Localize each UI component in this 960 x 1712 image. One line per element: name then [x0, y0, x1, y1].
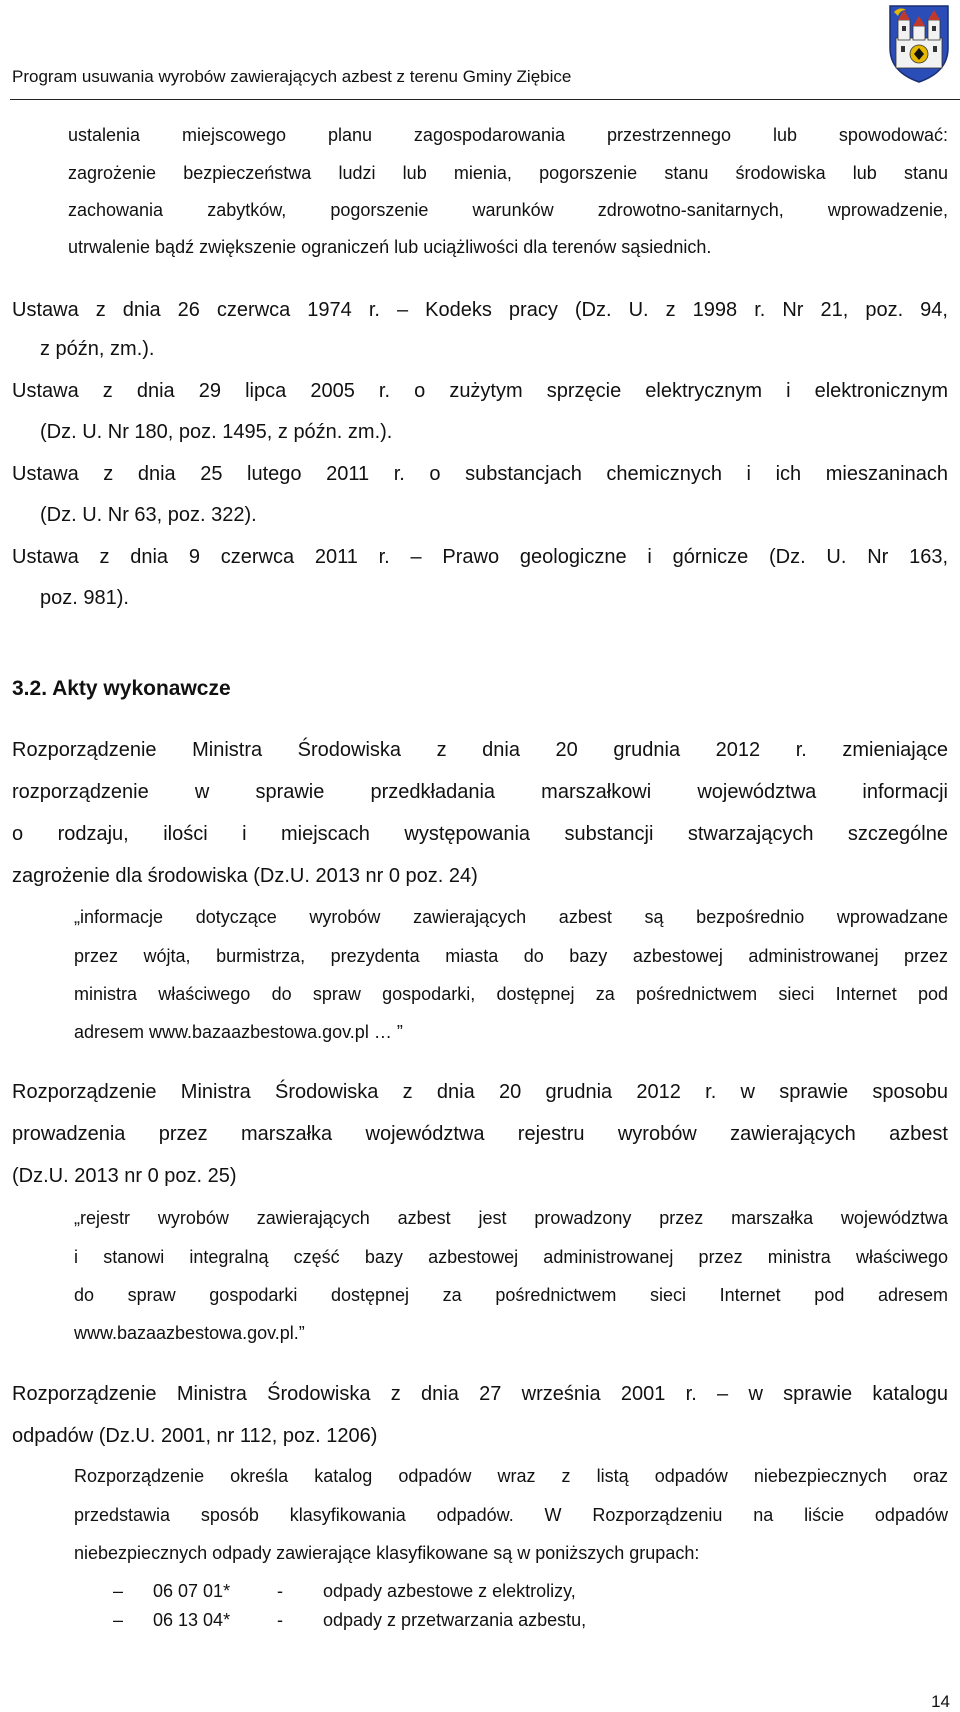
- statute-item-continuation: z późn, zm.).: [40, 338, 155, 360]
- quote-line: „rejestr wyrobów zawierających azbest jest prowadzony przez marszałka województwa: [74, 1208, 948, 1228]
- regulation-line: odpadów (Dz.U. 2001, nr 112, poz. 1206): [12, 1425, 378, 1447]
- body-line: utrwalenie bądź zwiększenie ograniczeń lub uciążliwości dla terenów sąsiednich.: [68, 237, 712, 257]
- regulation-line: prowadzenia przez marszałka województwa rejestru wyrobów zawierających azbest: [12, 1123, 948, 1145]
- body-line: ustalenia miejscowego planu zagospodarowania przestrzennego lub spowodować:: [68, 125, 948, 145]
- list-dash: –: [113, 1581, 124, 1601]
- body-line: zagrożenie bezpieczeństwa ludzi lub mienia, pogorszenie stanu środowiska lub stanu: [68, 163, 948, 183]
- town-crest-icon: [886, 2, 952, 84]
- statute-item-continuation: (Dz. U. Nr 180, poz. 1495, z późn. zm.).: [40, 421, 393, 443]
- description-line: przedstawia sposób klasyfikowania odpadów. W Rozporządzeniu na liście odpadów: [74, 1505, 948, 1525]
- waste-code: 06 13 04*: [153, 1610, 231, 1630]
- regulation-line: Rozporządzenie Ministra Środowiska z dnia 27 września 2001 r. – w sprawie katalogu: [12, 1383, 948, 1405]
- statute-item-continuation: poz. 981).: [40, 587, 129, 609]
- page-number: 14: [931, 1692, 950, 1711]
- waste-description: odpady azbestowe z elektrolizy,: [323, 1581, 576, 1601]
- quote-line: do spraw gospodarki dostępnej za pośrednictwem sieci Internet pod adresem: [74, 1285, 948, 1305]
- statute-item: Ustawa z dnia 26 czerwca 1974 r. – Kodeks pracy (Dz. U. z 1998 r. Nr 21, poz. 94,: [12, 299, 948, 321]
- statute-item: Ustawa z dnia 9 czerwca 2011 r. – Prawo geologiczne i górnicze (Dz. U. Nr 163,: [12, 546, 948, 568]
- quote-line: ministra właściwego do spraw gospodarki, dostępnej za pośrednictwem sieci Internet pod: [74, 984, 948, 1004]
- list-separator: -: [277, 1610, 283, 1630]
- list-separator: -: [277, 1581, 283, 1601]
- quote-line: adresem www.bazaazbestowa.gov.pl … ”: [74, 1022, 403, 1042]
- page-header-title: Program usuwania wyrobów zawierających azbest z terenu Gminy Ziębice: [12, 67, 572, 86]
- quote-line: przez wójta, burmistrza, prezydenta miasta do bazy azbestowej administrowanej przez: [74, 946, 948, 966]
- statute-item-continuation: (Dz. U. Nr 63, poz. 322).: [40, 504, 257, 526]
- quote-line: www.bazaazbestowa.gov.pl.”: [74, 1323, 305, 1343]
- list-dash: –: [113, 1610, 124, 1630]
- regulation-line: rozporządzenie w sprawie przedkładania marszałkowi województwa informacji: [12, 781, 948, 803]
- waste-code: 06 07 01*: [153, 1581, 231, 1601]
- statute-item: Ustawa z dnia 25 lutego 2011 r. o substancjach chemicznych i ich mieszaninach: [12, 463, 948, 485]
- description-line: niebezpiecznych odpady zawierające klasyfikowane są w poniższych grupach:: [74, 1543, 700, 1563]
- body-line: zachowania zabytków, pogorszenie warunków zdrowotno-sanitarnych, wprowadzenie,: [68, 200, 948, 220]
- waste-description: odpady z przetwarzania azbestu,: [323, 1610, 587, 1630]
- section-heading: 3.2. Akty wykonawcze: [12, 677, 231, 700]
- regulation-line: o rodzaju, ilości i miejscach występowania substancji stwarzających szczególne: [12, 823, 948, 845]
- regulation-line: Rozporządzenie Ministra Środowiska z dnia 20 grudnia 2012 r. zmieniające: [12, 739, 948, 761]
- quote-line: i stanowi integralną część bazy azbestowej administrowanej przez ministra właściwego: [74, 1247, 948, 1267]
- statute-item: Ustawa z dnia 29 lipca 2005 r. o zużytym sprzęcie elektrycznym i elektronicznym: [12, 380, 948, 402]
- description-line: Rozporządzenie określa katalog odpadów wraz z listą odpadów niebezpiecznych oraz: [74, 1466, 948, 1486]
- quote-line: „informacje dotyczące wyrobów zawierających azbest są bezpośrednio wprowadzane: [74, 907, 948, 927]
- regulation-line: (Dz.U. 2013 nr 0 poz. 25): [12, 1165, 237, 1187]
- regulation-line: zagrożenie dla środowiska (Dz.U. 2013 nr 0 poz. 24): [12, 865, 478, 887]
- header-divider: [10, 99, 960, 100]
- regulation-line: Rozporządzenie Ministra Środowiska z dnia 20 grudnia 2012 r. w sprawie sposobu: [12, 1081, 948, 1103]
